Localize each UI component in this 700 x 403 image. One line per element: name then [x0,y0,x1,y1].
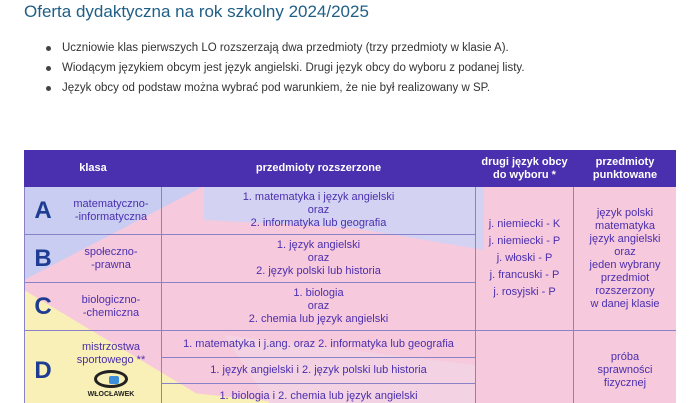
language-item: j. niemiecki - P [488,235,561,247]
list-item: Wiodącym językiem obcym jest język angielski. Drugi język obcy do wyboru z podanej listy. [46,58,525,78]
club-logo [61,370,161,388]
club-logo-text: WŁOCŁAWEK [87,390,135,398]
header-punktowane [574,151,677,187]
languages-cell-empty [476,331,574,403]
header-punktowane-line2: punktowane [592,168,658,181]
header-jezyk-line1: drugi język obcy [481,155,568,168]
table-row [25,331,677,403]
header-przedmioty: przedmioty rozszerzone [162,151,476,187]
offer-table-container [24,150,676,403]
subjects-cell: 1. język angielski oraz 2. język polski lub historia [162,235,476,283]
header-punktowane-line1: przedmioty [595,155,655,168]
table-row [25,187,677,235]
class-letter: B [34,245,52,272]
class-letter: C [34,293,52,320]
header-jezyk [476,151,574,187]
class-letter: A [34,197,52,224]
class-cell [25,187,162,235]
offer-table [24,150,676,403]
option-row: 1. biologia i 2. chemia lub język angielski [219,390,418,402]
page-title: Oferta dydaktyczna na rok szkolny 2024/2025 [24,2,369,21]
header-jezyk-line2: do wyboru * [493,168,556,181]
subjects-cell: 1. matematyka i język angielski oraz 2. informatyka lub geografia [162,187,476,235]
table-header-row [25,151,677,187]
class-letter: D [34,357,52,384]
subjects-cell [162,331,476,403]
option-row: 1. język angielski i 2. język polski lub historia [162,358,475,384]
points-cell: próba sprawności fizycznej [574,331,677,403]
list-item: Język obcy od podstaw można wybrać pod warunkiem, że nie był realizowany w SP. [46,78,525,98]
class-name: społeczno- -prawna [84,245,138,271]
class-cell [25,235,162,283]
languages-cell [476,187,574,331]
class-cell [25,331,162,403]
club-logo-icon [94,370,128,388]
class-name: matematyczno- -informatyczna [73,197,149,223]
language-item: j. włoski - P [496,252,553,264]
language-item: j. francuski - P [489,269,560,281]
class-name: biologiczno- -chemiczna [81,293,141,319]
option-row: 1. matematyka i j.ang. oraz 2. informatyka lub geografia [162,332,475,358]
class-name: mistrzostwa sportowego ** WŁOCŁAWEK [61,341,161,401]
language-item: j. niemiecki - K [488,218,561,230]
header-klasa: klasa [25,151,162,187]
language-item: j. rosyjski - P [493,286,556,298]
points-cell: język polski matematyka język angielski oraz jeden wybrany przedmiot rozszerzony w danej klasie [574,187,677,331]
subjects-cell: 1. biologia oraz 2. chemia lub język angielski [162,283,476,331]
info-list [46,38,525,98]
list-item: Uczniowie klas pierwszych LO rozszerzają dwa przedmioty (trzy przedmioty w klasie A). [46,38,525,58]
class-cell [25,283,162,331]
